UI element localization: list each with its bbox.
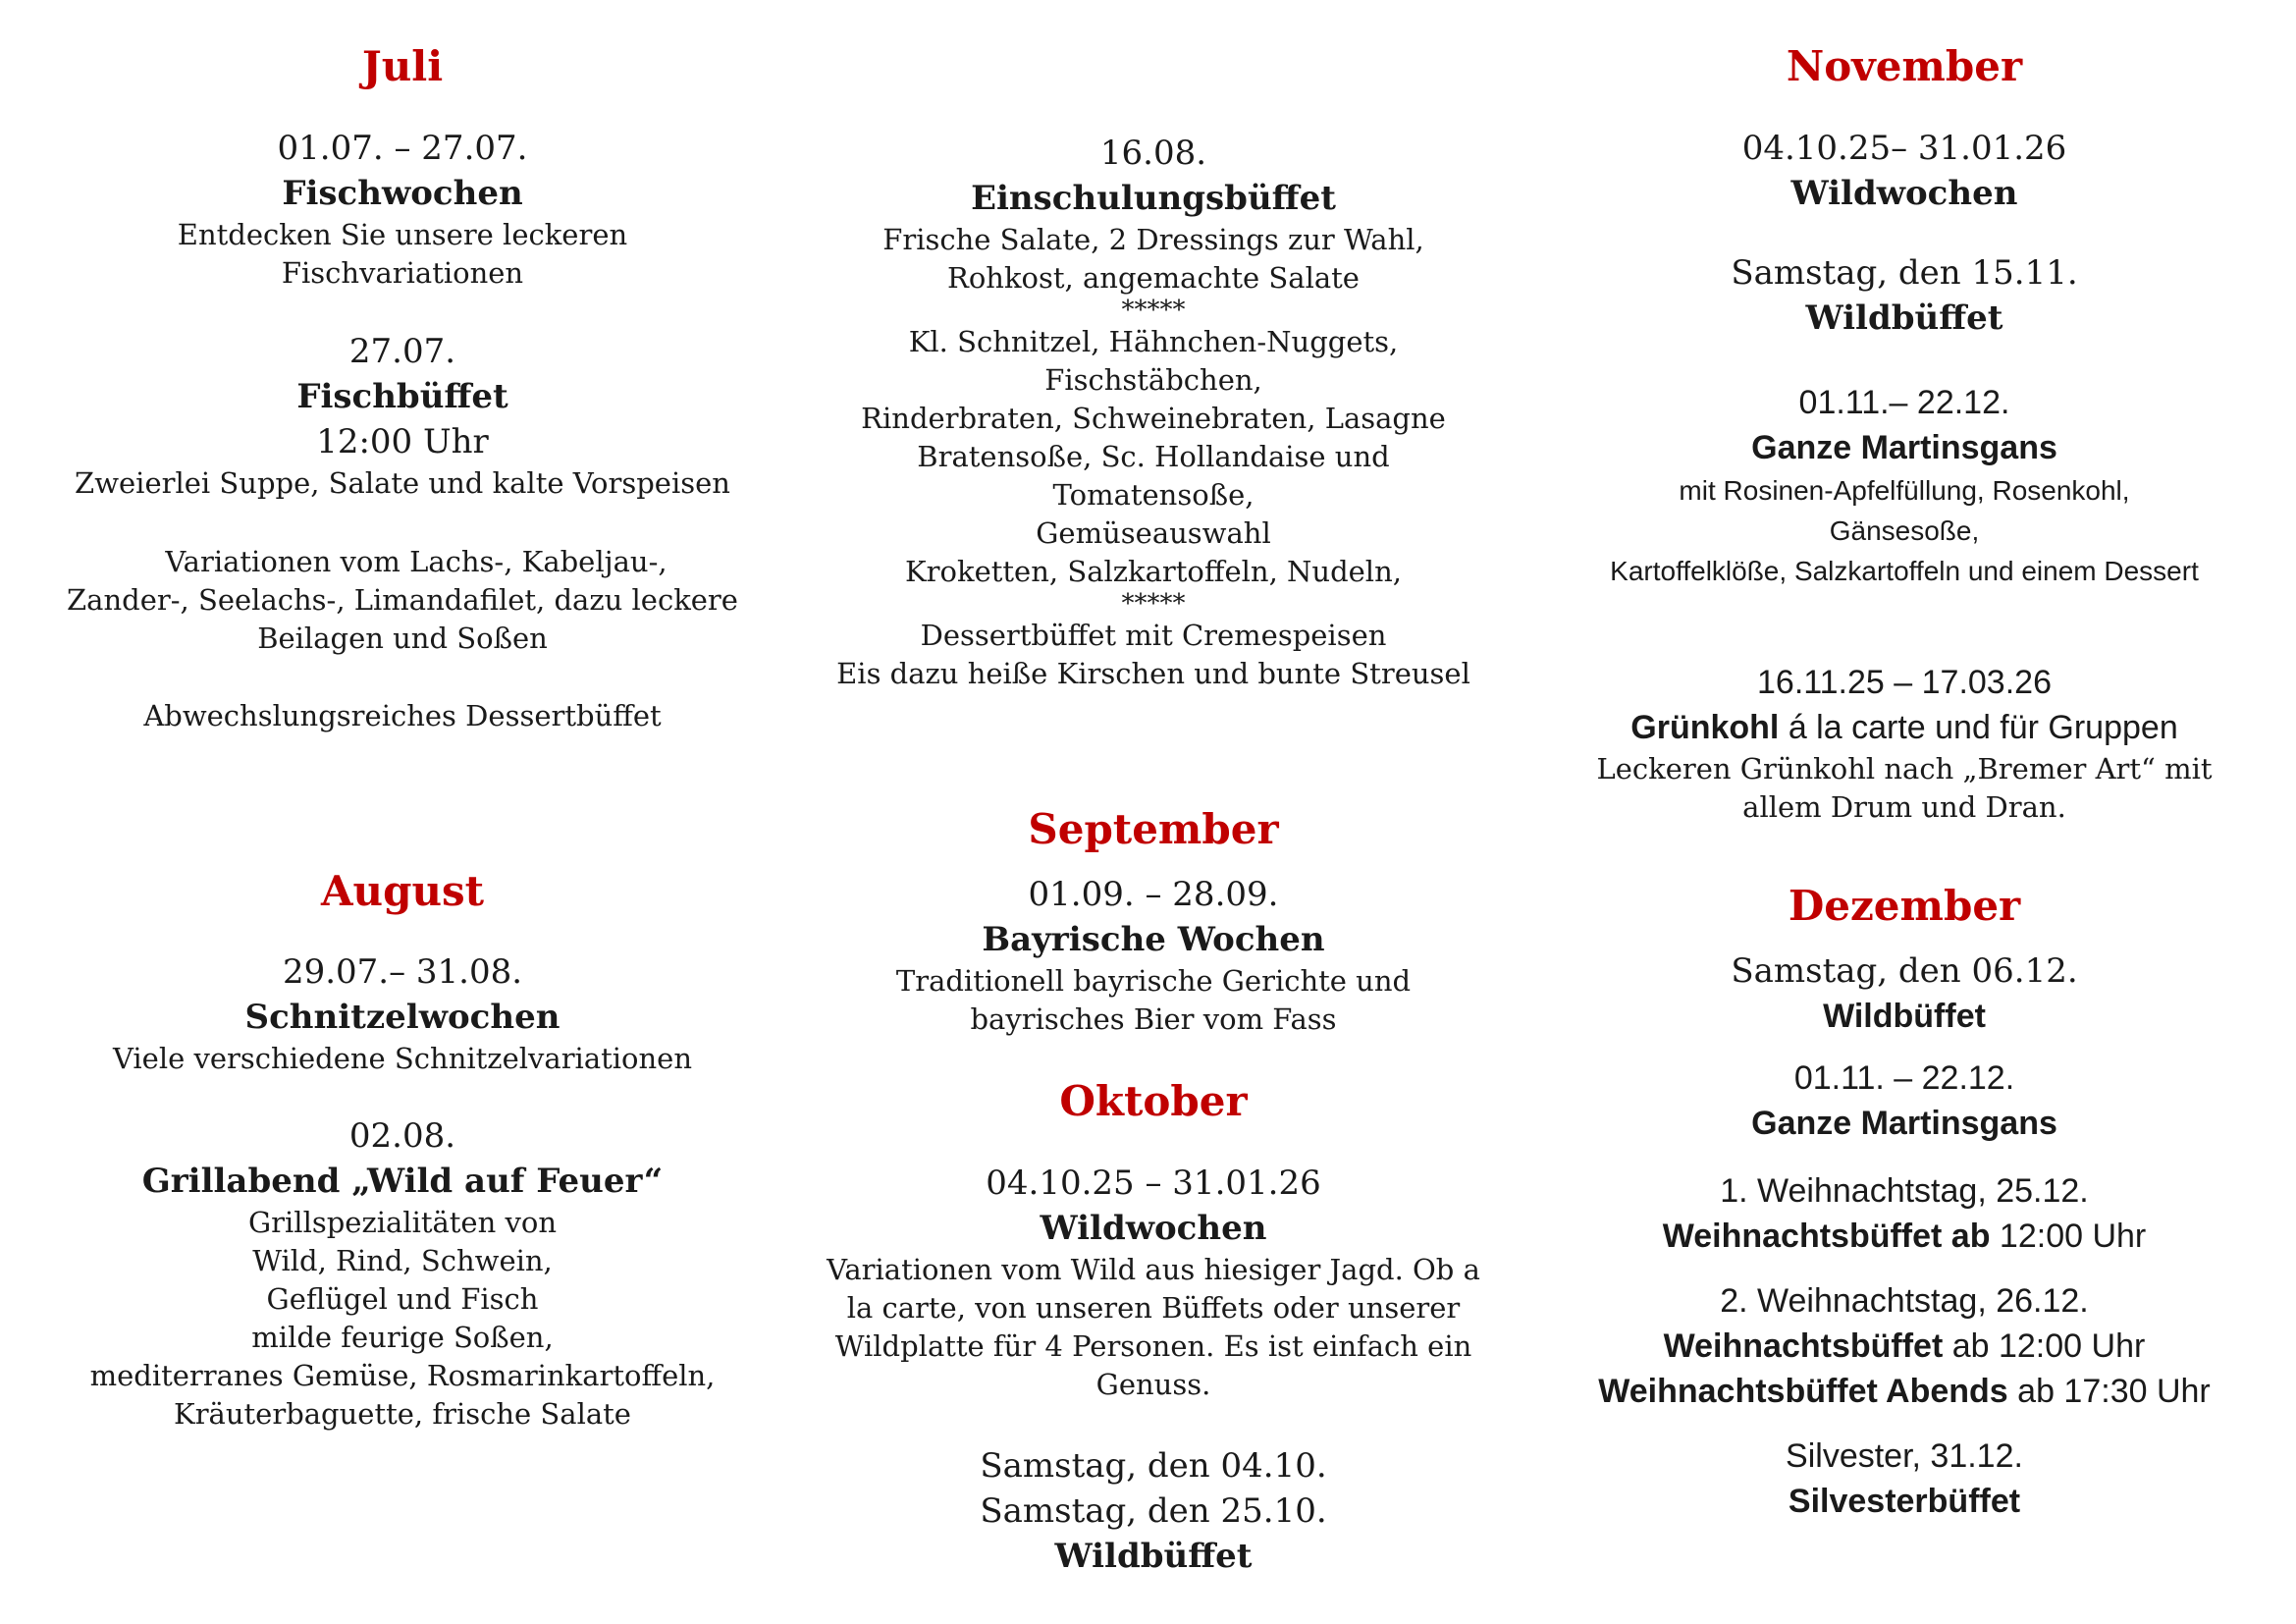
event-date: Samstag, den 15.11. (1731, 253, 2078, 293)
event-date: 01.07. – 27.07. (277, 129, 528, 168)
event-date: 16.08. (1099, 134, 1207, 173)
event-date: 02.08. (348, 1116, 456, 1156)
event-desc-line: Variationen vom Lachs-, Kabeljau-, (165, 545, 667, 578)
event-martinsgans-november (1561, 380, 2248, 591)
month-heading-august: August (320, 867, 485, 915)
event-date: 04.10.25– 31.01.26 (1741, 129, 2067, 168)
month-heading-juli: Juli (361, 42, 444, 90)
event-title: Wildwochen (1040, 1209, 1267, 1248)
event-title: Schnitzelwochen (244, 998, 561, 1037)
event-title: Ganze Martinsgans (1751, 1105, 2057, 1142)
month-heading-november: November (1786, 42, 2023, 90)
gruenkohl-bold: Grünkohl (1630, 709, 1780, 746)
event-date: 16.11.25 – 17.03.26 (1757, 664, 2052, 701)
event-desc-line: Tomatensoße, (1052, 478, 1255, 512)
event-desc-line: Rinderbraten, Schweinebraten, Lasagne (861, 402, 1446, 435)
event-desc-line: Gemüseauswahl (1036, 516, 1271, 550)
gruenkohl-rest: á la carte und für Gruppen (1779, 709, 2178, 746)
event-desc-line: bayrisches Bier vom Fass (970, 1002, 1337, 1036)
event-date: Samstag, den 25.10. (980, 1491, 1327, 1531)
event-title (1561, 1324, 2248, 1369)
event-desc-line: Traditionell bayrische Gerichte und (895, 964, 1412, 998)
event-desc-line: Genuss. (1095, 1368, 1211, 1401)
event-title (1561, 705, 2248, 750)
month-heading-oktober: Oktober (1059, 1077, 1248, 1125)
event-date: 29.07.– 31.08. (282, 952, 523, 992)
event-desc-line: Zander-, Seelachs-, Limandafilet, dazu leckere (67, 583, 738, 617)
event-desc-line: Fischvariationen (281, 256, 524, 290)
event-date: Samstag, den 04.10. (980, 1446, 1327, 1486)
event-date: 27.07. (348, 332, 456, 371)
w3-time: ab 17:30 Uhr (2007, 1373, 2211, 1410)
event-title: Wildbüffet (1054, 1537, 1253, 1576)
w1-title-bold: Weihnachtsbüffet ab (1662, 1218, 1991, 1255)
event-desc-line: Bratensoße, Sc. Hollandaise und (917, 440, 1390, 473)
event-title: Wildwochen (1790, 174, 2018, 213)
fischbueffet-details (59, 543, 746, 658)
separator-stars: ***** (1121, 296, 1186, 325)
w2-time: ab 12:00 Uhr (1943, 1327, 2146, 1365)
event-schnitzelwochen (59, 949, 746, 1078)
event-wildbueffet-november (1561, 250, 2248, 341)
event-desc-line: Frische Salate, 2 Dressings zur Wahl, (882, 223, 1424, 256)
event-desc-line: Kartoffelklöße, Salzkartoffeln und einem Dessert (1610, 556, 2199, 586)
event-desc-line: Variationen vom Wild aus hiesiger Jagd. Ob a (827, 1253, 1480, 1286)
event-desc-line: mediterranes Gemüse, Rosmarinkartoffeln, (89, 1359, 716, 1392)
w3-title-bold: Weihnachtsbüffet Abends (1598, 1373, 2008, 1410)
event-desc-line: Eis dazu heiße Kirschen und bunte Streusel (836, 657, 1470, 690)
event-martinsgans-dezember (1561, 1056, 2248, 1146)
event-grillabend (59, 1113, 746, 1434)
event-desc-line: Wildplatte für 4 Personen. Es ist einfach ein (834, 1329, 1472, 1363)
event-title: Fischwochen (282, 174, 523, 213)
event-title: Bayrische Wochen (982, 920, 1325, 959)
event-weihnachtstag-1 (1561, 1168, 2248, 1259)
event-desc-line: Zweierlei Suppe, Salate und kalte Vorspeisen (75, 466, 730, 500)
event-desc-line: mit Rosinen-Apfelfüllung, Rosenkohl, (1679, 475, 2130, 506)
event-gruenkohl (1561, 660, 2248, 827)
event-desc-line: Gänsesoße, (1829, 515, 1980, 546)
fischbueffet-dessert (59, 697, 746, 735)
event-fischwochen (59, 126, 746, 293)
event-weihnachtstag-2 (1561, 1278, 2248, 1414)
separator-stars: ***** (1121, 589, 1186, 619)
event-wildbueffet-oktober (810, 1443, 1497, 1579)
event-time: 12:00 Uhr (316, 422, 489, 461)
event-desc-line: allem Drum und Dran. (1742, 790, 2066, 824)
event-date: 01.09. – 28.09. (1028, 875, 1279, 914)
event-desc-line: Abwechslungsreiches Dessertbüffet (143, 699, 662, 732)
event-desc-line: Kroketten, Salzkartoffeln, Nudeln, (905, 555, 1402, 588)
event-desc-line: Rohkost, angemachte Salate (947, 261, 1360, 295)
event-desc-line: Kl. Schnitzel, Hähnchen-Nuggets, (908, 325, 1399, 358)
event-title: Fischbüffet (296, 377, 508, 416)
event-fischbueffet (59, 329, 746, 503)
month-heading-september: September (1028, 805, 1279, 853)
event-desc-line: la carte, von unseren Büffets oder unserer (846, 1291, 1461, 1325)
event-title: Grillabend „Wild auf Feuer“ (141, 1162, 664, 1201)
event-title: Wildbüffet (1805, 298, 2003, 338)
event-date: 01.11. – 22.12. (1793, 1059, 2015, 1097)
event-date: 04.10.25 – 31.01.26 (986, 1164, 1321, 1203)
event-wildbueffet-dezember (1561, 948, 2248, 1039)
event-title: Ganze Martinsgans (1751, 429, 2057, 466)
w2-title-bold: Weihnachtsbüffet (1663, 1327, 1944, 1365)
w1-time: 12:00 Uhr (1990, 1218, 2147, 1255)
event-desc-line: Viele verschiedene Schnitzelvariationen (112, 1042, 693, 1075)
event-desc-line: Leckeren Grünkohl nach „Bremer Art“ mit (1596, 752, 2213, 785)
event-date: 2. Weihnachtstag, 26.12. (1720, 1282, 2089, 1320)
event-desc-line: Geflügel und Fisch (266, 1282, 539, 1316)
event-desc-line: milde feurige Soßen, (251, 1321, 554, 1354)
event-date: Samstag, den 06.12. (1731, 951, 2078, 991)
event-desc-line: Kräuterbaguette, frische Salate (174, 1397, 631, 1431)
event-desc-line: Entdecken Sie unsere leckeren (177, 218, 628, 251)
event-silvester (1561, 1434, 2248, 1524)
event-title: Einschulungsbüffet (971, 179, 1336, 218)
event-desc-line: Fischstäbchen, (1044, 363, 1262, 397)
event-title (1561, 1214, 2248, 1259)
event-wildwochen-november (1561, 126, 2248, 216)
event-desc-line: Wild, Rind, Schwein, (252, 1244, 553, 1277)
event-desc-line: Dessertbüffet mit Cremespeisen (920, 619, 1387, 652)
event-title (1561, 1369, 2248, 1414)
event-desc-line: Beilagen und Soßen (257, 622, 548, 655)
event-einschulungsbueffet (810, 131, 1497, 693)
event-title: Wildbüffet (1823, 998, 1986, 1035)
event-desc-line: Grillspezialitäten von (247, 1206, 558, 1239)
event-wildwochen (810, 1161, 1497, 1404)
event-title: Silvesterbüffet (1788, 1483, 2021, 1520)
month-heading-dezember: Dezember (1788, 882, 2021, 930)
event-date: 1. Weihnachtstag, 25.12. (1720, 1172, 2089, 1210)
event-date: Silvester, 31.12. (1786, 1437, 2023, 1475)
event-bayrische-wochen (810, 872, 1497, 1039)
event-date: 01.11.– 22.12. (1798, 384, 2010, 421)
